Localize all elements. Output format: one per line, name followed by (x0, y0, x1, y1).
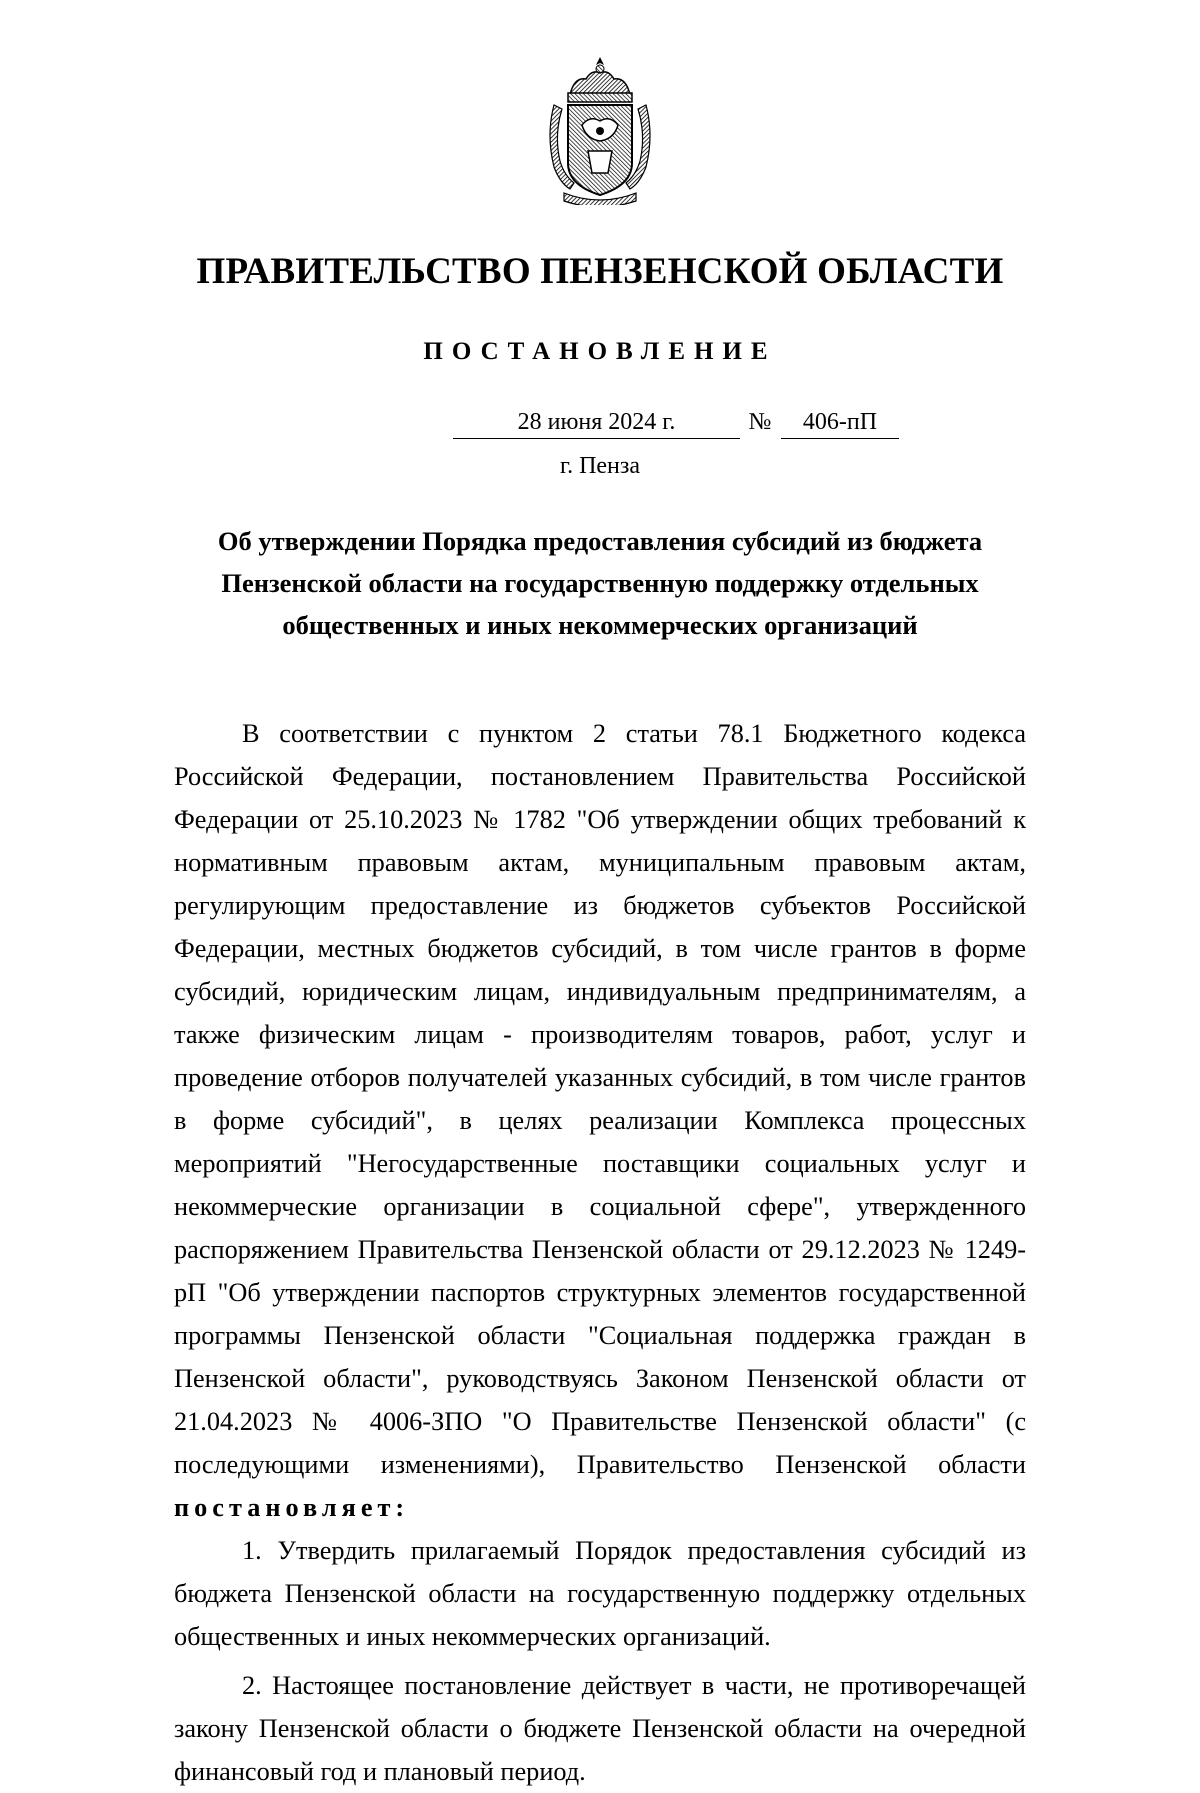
document-title: Об утверждении Порядка предоставления субсидий из бюджета Пензенской области на государственную поддержку отдельных общественных и иных некоммерческих организаций (217, 526, 983, 640)
coat-of-arms-emblem (540, 55, 660, 205)
coat-of-arms-icon (540, 55, 660, 205)
document-number: 406-пП (781, 408, 899, 439)
item-1-paragraph: 1. Утвердить прилагаемый Порядок предоставления субсидий из бюджета Пензенской области на государственную поддержку отдельных общественных и иных некоммерческих организаций. (174, 1536, 1026, 1651)
document-date: 28 июня 2024 г. (453, 408, 740, 439)
organization-name: ПРАВИТЕЛЬСТВО ПЕНЗЕНСКОЙ ОБЛАСТИ (196, 251, 1004, 292)
decree-word: постановляет: (174, 1493, 410, 1522)
preamble-text: В соответствии с пунктом 2 статьи 78.1 Бюджетного кодекса Российской Федерации, постановлением Правительства Российской Федерации от 25.10.2023 № 1782 "Об утверждении общих требований к нормативным правовым актам, муниципальным правовым актам, регулирующим предоставление из бюджетов субъектов Российской Федерации, местных бюджетов субсидий, в том числе грантов в форме субсидий, юридическим лицам, индивидуальным предпринимателям, а также физическим лицам - производителям товаров, работ, услуг и проведение отборов получателей указанных субсидий, в том числе грантов в форме субсидий", в целях реализации Комплекса процессных мероприятий "Негосударственные поставщики социальных услуг и некоммерческие организации в социальной сфере", утвержденного распоряжением Правительства Пензенской области от 29.12.2023 № 1249-рП "Об утверждении паспортов структурных элементов государственной программы Пензенской области "Социальная поддержка граждан в Пензенской области", руководствуясь Законом Пензенской области от 21.04.2023 № 4006-ЗПО "О Правительстве Пензенской области" (с последующими изменениями), Правительство Пензенской области (174, 719, 1026, 1479)
number-sign: № (748, 409, 772, 435)
item-2-paragraph: 2. Настоящее постановление действует в части, не противоречащей закону Пензенской области о бюджете Пензенской области на очередной финансовый год и плановый период. (174, 1671, 1026, 1786)
preamble-paragraph (174, 712, 1026, 1529)
document-body (174, 712, 1026, 1793)
document-type: ПОСТАНОВЛЕНИЕ (423, 338, 777, 365)
document-city: г. Пенза (559, 453, 641, 479)
